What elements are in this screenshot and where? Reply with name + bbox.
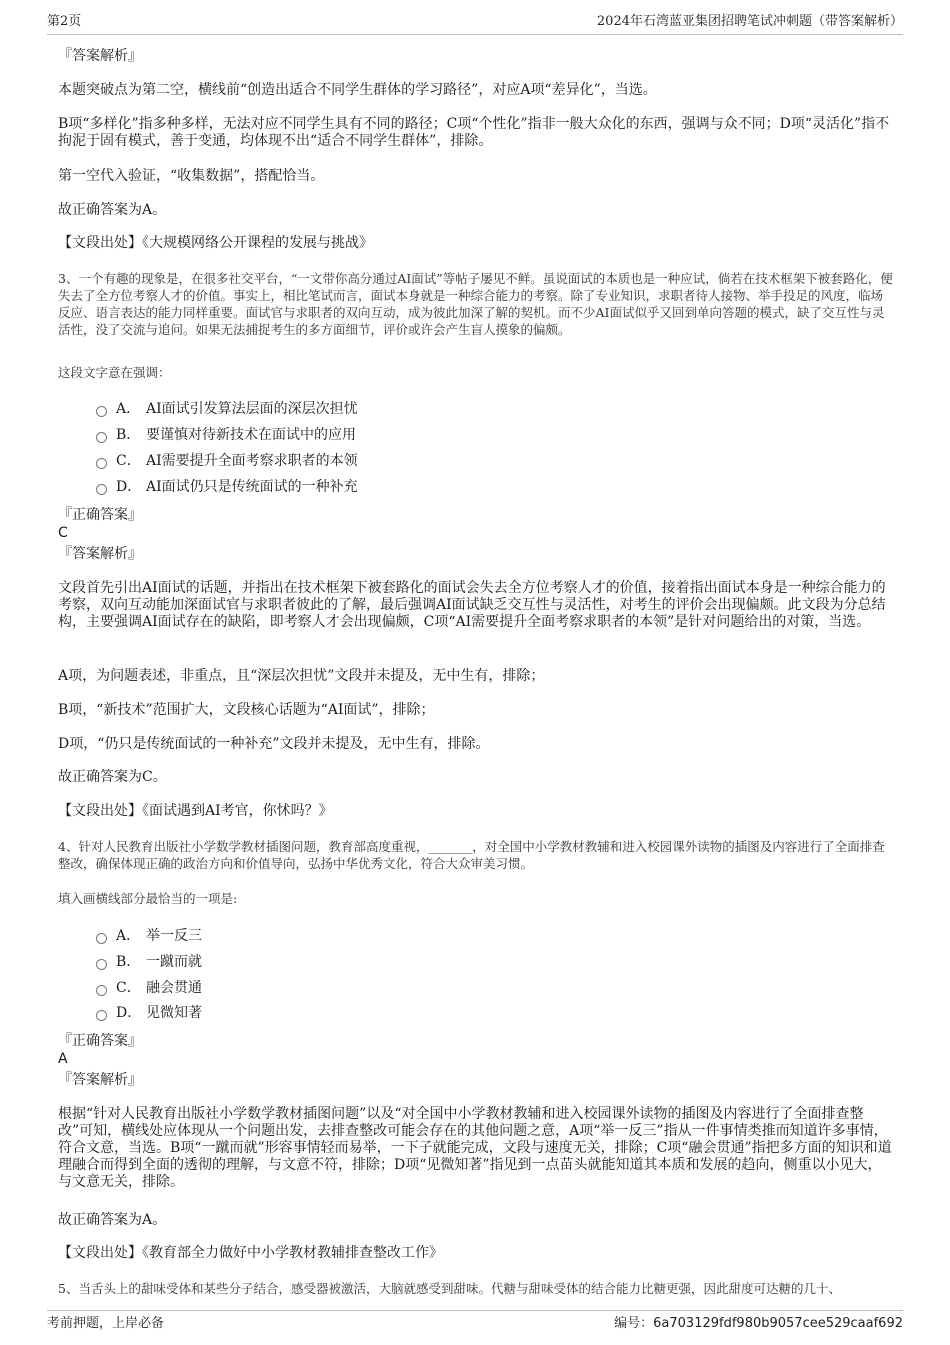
radio-icon[interactable] xyxy=(96,985,107,996)
option-text: 见微知著 xyxy=(146,1005,202,1021)
option-text: AI面试引发算法层面的深层次担忧 xyxy=(146,401,358,417)
footer-slogan: 考前押题，上岸必备 xyxy=(47,1316,165,1331)
option-text: AI面试仍只是传统面试的一种补充 xyxy=(146,479,358,495)
correct-answer: A xyxy=(58,1051,68,1067)
option-letter: B． xyxy=(116,427,141,443)
option-c[interactable] xyxy=(96,978,796,998)
answer-label: 『正确答案』 xyxy=(58,1033,142,1049)
option-letter: A． xyxy=(116,401,141,417)
option-b[interactable] xyxy=(96,952,796,972)
analysis-paragraph: B项，“新技术”范围扩大，文段核心话题为“AI面试”，排除； xyxy=(58,702,435,718)
source-citation: 【文段出处】《大规模网络公开课程的发展与挑战》 xyxy=(58,235,373,251)
question-stem: 4、针对人民教育出版社小学数学教材插图问题，教育部高度重视，_______，对全国中小学教材教辅和进入校园课外读物的插图及内容进行了全面排查整改，确保体现正确的政治方向和价值导向，弘扬中华优秀文化，符合大众审美习惯。 xyxy=(58,839,885,871)
radio-icon[interactable] xyxy=(96,933,107,944)
analysis-label: 『答案解析』 xyxy=(58,48,142,64)
analysis-paragraph: 故正确答案为A。 xyxy=(58,202,167,218)
analysis-paragraph: B项“多样化”指多种多样，无法对应不同学生具有不同的路径；C项“个性化”指非一般大众化的东西，强调与众不同；D项“灵活化”指不拘泥于固有模式，善于变通，均体现不出“适合不同学生群体”，排除。 xyxy=(58,116,890,149)
question-prompt: 填入画横线部分最恰当的一项是: xyxy=(58,891,238,906)
analysis-paragraph: 文段首先引出AI面试的话题，并指出在技术框架下被套路化的面试会失去全方位考察人才的价值，接着指出面试本身是一种综合能力的考察，双向互动能加深面试官与求职者彼此的了解，最后强调AI面试缺乏交互性与灵活性，对考生的评价会出现偏颇。此文段为分总结构，主要强调AI面试存在的缺陷，即考察人才会出现偏颇，C项“AI需要提升全面考察求职者的本领”是针对问题给出的对策，当选。 xyxy=(58,580,886,630)
option-text: 一蹴而就 xyxy=(146,954,202,970)
option-letter: A． xyxy=(116,928,141,944)
page-footer xyxy=(47,1310,903,1335)
code-label: 编号： xyxy=(614,1316,654,1331)
option-text: 举一反三 xyxy=(146,928,202,944)
question-prompt: 这段文字意在强调： xyxy=(58,365,171,380)
option-letter: D． xyxy=(116,1005,142,1021)
answer-label: 『正确答案』 xyxy=(58,507,142,523)
option-letter: C． xyxy=(116,453,141,469)
code-value: 6a703129fdf980b9057cee529caaf692 xyxy=(653,1316,903,1331)
option-b[interactable] xyxy=(96,425,796,445)
analysis-paragraph: 本题突破点为第二空，横线前“创造出适合不同学生群体的学习路径”，对应A项“差异化”，当选。 xyxy=(58,82,657,98)
option-a[interactable] xyxy=(96,399,796,419)
analysis-label: 『答案解析』 xyxy=(58,546,142,562)
document-title: 2024年石湾蓝亚集团招聘笔试冲刺题（带答案解析） xyxy=(596,14,903,29)
analysis-paragraph: 第一空代入验证，“收集数据”，搭配恰当。 xyxy=(58,168,325,184)
page-header xyxy=(47,12,903,35)
option-letter: C． xyxy=(116,980,141,996)
analysis-paragraph: 故正确答案为C。 xyxy=(58,769,167,785)
radio-icon[interactable] xyxy=(96,406,107,417)
analysis-paragraph: 根据“针对人民教育出版社小学数学教材插图问题”以及“对全国中小学教材教辅和进入校园课外读物的插图及内容进行了全面排查整改”可知，横线处应体现从一个问题出发，去排查整改可能会存在的其他问题之意，A项“举一反三”指从一件事情类推而知道许多事情，符合文意，当选。B项“一蹴而就”形容事情轻而易举，一下子就能完成，文段与速度无关，排除；C项“融会贯通”指把多方面的知识和道理融合而得到全面的透彻的理解，与文意不符，排除；D项“见微知著”指见到一点苗头就能知道其本质和发展的趋向，侧重以小见大，与文意无关，排除。 xyxy=(58,1106,892,1190)
correct-answer: C xyxy=(58,525,68,541)
option-d[interactable] xyxy=(96,477,796,497)
question-stem: 3、一个有趣的现象是，在很多社交平台，“一文带你高分通过AI面试”等帖子屡见不鲜。虽说面试的本质也是一种应试，倘若在技术框架下被套路化，便失去了全方位考察人才的价值。事实上，相比笔试而言，面试本身就是一种综合能力的考察。除了专业知识，求职者待人接物、举手投足的风度，临场反应、语言表达的能力同样重要。面试官与求职者的双向互动，成为彼此加深了解的契机。而不少AI面试似乎又回到单向答题的模式，缺了交互性与灵活性，没了交流与追问。如果无法捕捉考生的多方面细节，评价或许会产生盲人摸象的偏颇。 xyxy=(58,271,893,337)
radio-icon[interactable] xyxy=(96,458,107,469)
option-text: 要谨慎对待新技术在面试中的应用 xyxy=(146,427,356,443)
option-letter: D． xyxy=(116,479,142,495)
radio-icon[interactable] xyxy=(96,959,107,970)
option-text: AI需要提升全面考察求职者的本领 xyxy=(146,453,358,469)
analysis-paragraph: 故正确答案为A。 xyxy=(58,1212,167,1228)
radio-icon[interactable] xyxy=(96,484,107,495)
analysis-label: 『答案解析』 xyxy=(58,1072,142,1088)
option-c[interactable] xyxy=(96,451,796,471)
option-d[interactable] xyxy=(96,1003,796,1023)
option-text: 融会贯通 xyxy=(146,980,202,996)
source-citation: 【文段出处】《面试遇到AI考官，你怵吗？》 xyxy=(58,803,333,819)
document-code xyxy=(614,1313,903,1335)
analysis-paragraph: A项，为问题表述，非重点，且“深层次担忧”文段并未提及，无中生有，排除； xyxy=(58,668,545,684)
radio-icon[interactable] xyxy=(96,1010,107,1021)
option-a[interactable] xyxy=(96,926,796,946)
radio-icon[interactable] xyxy=(96,432,107,443)
option-letter: B． xyxy=(116,954,141,970)
page-number: 第2页 xyxy=(47,14,82,29)
analysis-paragraph: D项，“仍只是传统面试的一种补充”文段并未提及，无中生有，排除。 xyxy=(58,736,490,752)
source-citation: 【文段出处】《教育部全力做好中小学教材教辅排查整改工作》 xyxy=(58,1245,443,1261)
question-stem: 5、当舌头上的甜味受体和某些分子结合，感受器被激活，大脑就感受到甜味。代糖与甜味受体的结合能力比糖更强，因此甜度可达糖的几十、 xyxy=(58,1281,841,1296)
